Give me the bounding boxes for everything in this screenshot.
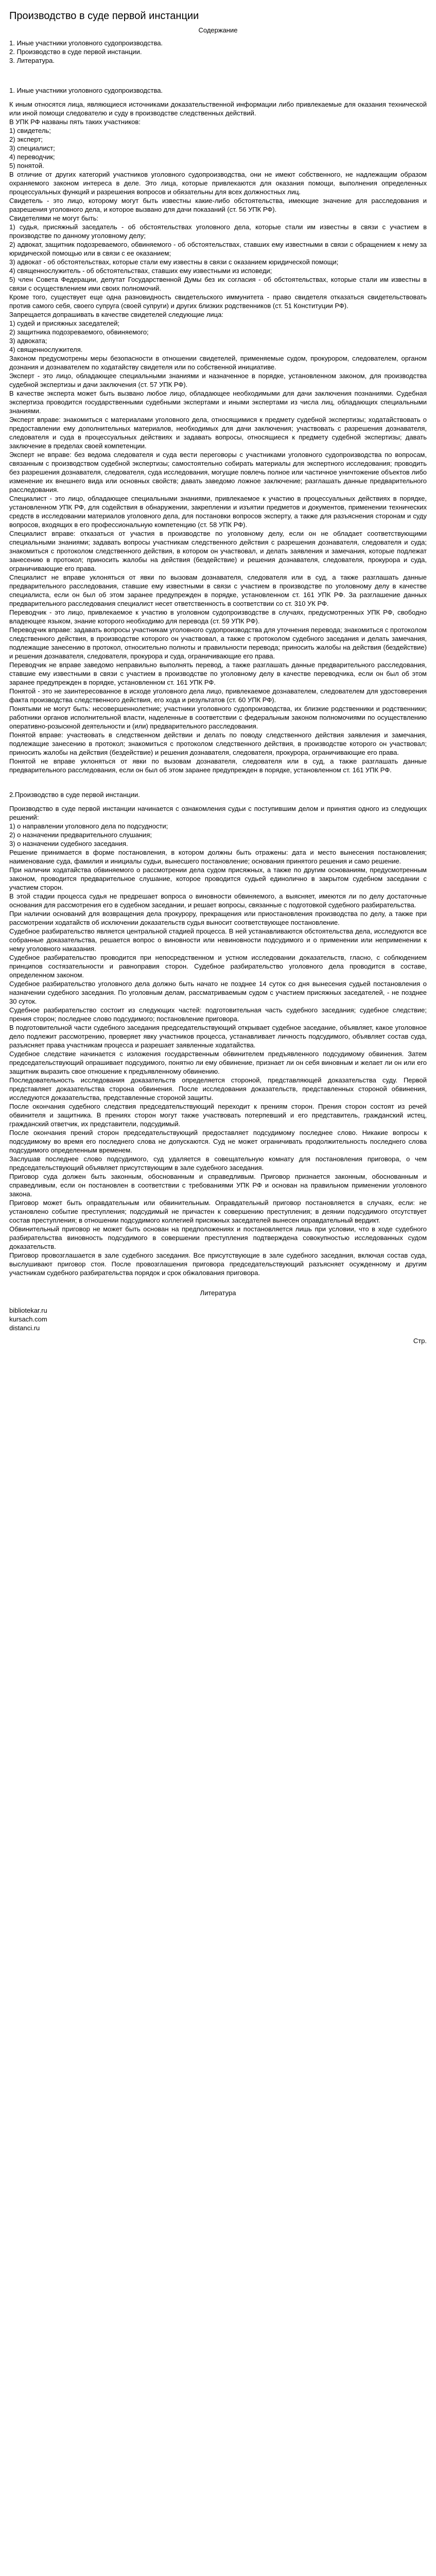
paragraph: 5) понятой. bbox=[9, 162, 44, 170]
paragraph: Свидетель - это лицо, которому могут быть известны какие-либо обстоятельства, имеющие значение для расследования и разрешения уголовного дела, и которое вызвано для дачи показаний (ст. 56 УПК РФ). bbox=[9, 197, 427, 213]
paragraph: 3) специалист; bbox=[9, 144, 55, 152]
paragraph: Переводчик - это лицо, привлекаемое к участию в уголовном судопроизводстве в случаях, предусмотренных УПК РФ, свободно владеющее языком, знание которого необходимо для перевода (ст. 59 УПК РФ). bbox=[9, 608, 427, 625]
paragraph: Свидетелями не могут быть: bbox=[9, 214, 99, 222]
paragraph: В этой стадии процесса судья не предрешает вопроса о виновности обвиняемого, а выясняет, имеются ли по делу достаточные основания для рассмотрения его в судебном заседании, и решает вопросы, связанные с подготовкой судебного разбирательства. bbox=[9, 892, 427, 909]
spacer bbox=[9, 1297, 427, 1306]
toc-item: 3. Литература. bbox=[9, 57, 55, 64]
paragraph: 3) адвоката; bbox=[9, 337, 47, 345]
source-link[interactable]: bibliotekar.ru bbox=[9, 1307, 47, 1314]
paragraph: В качестве эксперта может быть вызвано любое лицо, обладающее необходимыми для дачи заключения познаниями. Судебная экспертиза проводится государственными судебными экспертами и иными экспертами из числа лиц, обладающих специальными знаниями. bbox=[9, 389, 427, 415]
paragraph: Специалист вправе: отказаться от участия в производстве по уголовному делу, если он не обладает соответствующими специальными знаниями; задавать вопросы участникам следственного действия с разрешения дознавателя, следователя и суда; знакомиться с протоколом следственного действия, в котором он участвовал, и делать заявления и замечания, которые подлежат занесению в протокол; приносить жалобы на действия (бездействие) и решения дознавателя, следователя, прокурора и суда, ограничивающие его права. bbox=[9, 530, 427, 572]
paragraph: 1) свидетель; bbox=[9, 127, 51, 134]
paragraph: 2) адвокат, защитник подозреваемого, обвиняемого - об обстоятельствах, ставших ему известными в связи с обращением к нему за юридической помощью или в связи с ее оказанием; bbox=[9, 241, 427, 257]
paragraph: При наличии оснований для возвращения дела прокурору, прекращения или приостановления производства по делу, а также при рассмотрении ходатайств об исключении доказательств судья выносит соответствующее постановление. bbox=[9, 910, 427, 926]
paragraph: Понятой - это не заинтересованное в исходе уголовного дела лицо, привлекаемое дознавателем, следователем для удостоверения факта производства следственного действия, его хода и результатов (ст. 60 УПК РФ). bbox=[9, 687, 427, 704]
section2-title: 2.Производство в суде первой инстанции. bbox=[9, 791, 140, 799]
paragraph: Специалист - это лицо, обладающее специальными знаниями, привлекаемое к участию в процессуальных действиях в порядке, установленном УПК РФ, для содействия в обнаружении, закреплении и изъятии предметов и документов, применении технических средств в исследовании материалов уголовного дела, для постановки вопросов эксперту, а также для разъяснения сторонам и суду вопросов, входящих в его профессиональную компетенцию (ст. 58 УПК РФ). bbox=[9, 495, 427, 529]
paragraph: Эксперт не вправе: без ведома следователя и суда вести переговоры с участниками уголовного судопроизводства по вопросам, связанным с производством судебной экспертизы; самостоятельно собирать материалы для экспертного исследования; проводить без разрешения дознавателя, следователя, суда исследования, могущие повлечь полное или частичное уничтожение объектов либо изменение их внешнего вида или основных свойств; давать заведомо ложное заключение; разглашать данные предварительного расследования. bbox=[9, 451, 427, 494]
spacer bbox=[9, 70, 427, 79]
paragraph: 2) о назначении предварительного слушания; bbox=[9, 831, 152, 839]
paragraph: Судебное разбирательство проводится при непосредственном и устном исследовании доказательств, гласно, с соблюдением принципов состязательности и равноправия сторон. Судебное разбирательство уголовного дела проводится в составе, определенном законом. bbox=[9, 954, 427, 979]
paragraph: Приговор может быть оправдательным или обвинительным. Оправдательный приговор постановляется в случаях, если: не установлено событие преступления; подсудимый не причастен к совершению преступления; в деянии подсудимого отсутствует состав преступления; в отношении подсудимого коллегией присяжных заседателей вынесен оправдательный вердикт. bbox=[9, 1199, 427, 1224]
paragraph: 1) о направлении уголовного дела по подсудности; bbox=[9, 822, 168, 830]
paragraph: Судебное разбирательство уголовного дела должно быть начато не позднее 14 суток со дня вынесения судьей постановления о назначении судебного заседания. По уголовным делам, рассматриваемым судом с участием присяжных заседателей, - не позднее 30 суток. bbox=[9, 980, 427, 1005]
paragraph: 1) судей и присяжных заседателей; bbox=[9, 319, 120, 327]
section1-body bbox=[9, 100, 427, 774]
paragraph: 4) переводчик; bbox=[9, 153, 55, 161]
section1-title: 1. Иные участники уголовного судопроизводства. bbox=[9, 87, 163, 94]
paragraph: После окончания судебного следствия председательствующий переходит к прениям сторон. Прения сторон состоят из речей обвинителя и защитника. В прениях сторон могут также участвовать потерпевший и его представитель, гражданский истец, гражданский ответчик, их представители, подсудимый. bbox=[9, 1103, 427, 1128]
paragraph: 4) священнослужителя. bbox=[9, 346, 83, 353]
paragraph: 4) священнослужитель - об обстоятельствах, ставших ему известными из исповеди; bbox=[9, 267, 272, 275]
paragraph: 2) эксперт; bbox=[9, 135, 43, 143]
toc-item: 1. Иные участники уголовного судопроизводства. bbox=[9, 39, 163, 47]
paragraph: Обвинительный приговор не может быть основан на предположениях и постановляется лишь при условии, что в ходе судебного разбирательства виновность подсудимого в совершении преступления подтверждена совокупностью исследованных судом доказательств. bbox=[9, 1225, 427, 1250]
paragraph: Решение принимается в форме постановления, в котором должны быть отражены: дата и место вынесения постановления; наименование суда, фамилия и инициалы судьи, вынесшего постановление; основания принятого решения и само решение. bbox=[9, 849, 427, 865]
paragraph: Последовательность исследования доказательств определяется стороной, представляющей доказательства суду. Первой представляет доказательства сторона обвинения. После исследования доказательств, представленных стороной обвинения, исследуются доказательства, представленные стороной защиты. bbox=[9, 1076, 427, 1101]
paragraph: В подготовительной части судебного заседания председательствующий открывает судебное заседание, объявляет, какое уголовное дело подлежит рассмотрению, проверяет явку участников процесса, устанавливает личность подсудимого, объявляет состав суда, разъясняет права участникам процесса и разрешает заявленные ходатайства. bbox=[9, 1024, 427, 1049]
paragraph: Эксперт вправе: знакомиться с материалами уголовного дела, относящимися к предмету судебной экспертизы; ходатайствовать о предоставлении ему дополнительных материалов, необходимых для дачи заключения; участвовать с разрешения дознавателя, следователя и суда в процессуальных действиях и задавать вопросы, относящиеся к предмету судебной экспертизы; давать заключение в пределах своей компетенции. bbox=[9, 416, 427, 450]
document-title: Производство в суде первой инстанции bbox=[9, 10, 199, 22]
paragraph: 3) о назначении судебного заседания. bbox=[9, 840, 128, 848]
page-footer: Стр. bbox=[413, 1337, 427, 1345]
paragraph: Судебное разбирательство состоит из следующих частей: подготовительная часть судебного заседания; судебное следствие; прения сторон; последнее слово подсудимого; постановление приговора. bbox=[9, 1006, 427, 1023]
paragraph: 2) защитника подозреваемого, обвиняемого; bbox=[9, 328, 149, 336]
paragraph: При наличии ходатайства обвиняемого о рассмотрении дела судом присяжных, а также по другим основаниям, предусмотренным законом, проводится предварительное слушание, которое проводится судьей единолично в закрытом судебном заседании с участием сторон. bbox=[9, 866, 427, 891]
paragraph: Переводчик не вправе заведомо неправильно выполнять перевод, а также разглашать данные предварительного расследования, ставшие ему известными в связи с участием в производстве по уголовному делу в качестве переводчика, если он был об этом заранее предупрежден в порядке, установленном ст. 161 УПК РФ. bbox=[9, 661, 427, 686]
paragraph: Переводчик вправе: задавать вопросы участникам уголовного судопроизводства для уточнения перевода; знакомиться с протоколом следственного действия, в производстве которого он участвовал, а также с протоколом судебного заседания и делать замечания, подлежащие занесению в протокол, относительно полноты и правильности перевода; приносить жалобы на действия (бездействие) и решения дознавателя, следователя, прокурора и суда, ограничивающие его права. bbox=[9, 626, 427, 660]
paragraph: Эксперт - это лицо, обладающее специальными знаниями и назначенное в порядке, установленном законом, для производства судебной экспертизы и дачи заключения (ст. 57 УПК РФ). bbox=[9, 372, 427, 388]
table-of-contents bbox=[9, 39, 427, 65]
literature-heading: Литература bbox=[200, 1289, 236, 1297]
source-link[interactable]: distanci.ru bbox=[9, 1324, 40, 1332]
paragraph: Понятой вправе: участвовать в следственном действии и делать по поводу следственного действия заявления и замечания, подлежащие занесению в протокол; знакомиться с протоколом следственного действия, в производстве которого он участвовал; приносить жалобы на действия (бездействие) и решения дознавателя, следователя, прокурора, ограничивающие его права. bbox=[9, 731, 427, 756]
paragraph: 5) член Совета Федерации, депутат Государственной Думы без их согласия - об обстоятельствах, которые стали им известны в связи с осуществлением ими своих полномочий. bbox=[9, 276, 427, 292]
literature-block bbox=[9, 1289, 427, 1332]
paragraph: Понятой не вправе уклоняться от явки по вызовам дознавателя, следователя или в суд, а также разглашать данные предварительного расследования, если он был об этом заранее предупрежден в порядке, установленном ст. 161 УПК РФ. bbox=[9, 757, 427, 774]
spacer bbox=[9, 774, 427, 783]
paragraph: Производство в суде первой инстанции начинается с ознакомления судьи с поступившим делом и принятия одного из следующих решений: bbox=[9, 805, 427, 821]
paragraph: В УПК РФ названы пять таких участников: bbox=[9, 118, 141, 126]
paragraph: 1) судья, присяжный заседатель - об обстоятельствах уголовного дела, которые стали им известны в связи с участием в производстве по данному уголовному делу; bbox=[9, 223, 427, 240]
source-link[interactable]: kursach.com bbox=[9, 1315, 47, 1323]
paragraph: Судебное разбирательство является центральной стадией процесса. В ней устанавливаются обстоятельства дела, исследуются все собранные доказательства, решается вопрос о виновности или невиновности подсудимого и о применении или неприменении к нему уголовного наказания. bbox=[9, 927, 427, 953]
paragraph: Приговор провозглашается в зале судебного заседания. Все присутствующие в зале судебного заседания, включая состав суда, выслушивают приговор стоя. После провозглашения приговора председательствующий разъясняет осужденному и другим участникам судебного разбирательства порядок и срок обжалования приговора. bbox=[9, 1251, 427, 1277]
section2-body bbox=[9, 804, 427, 1277]
toc-heading: Содержание bbox=[198, 26, 238, 34]
toc-item: 2. Производство в суде первой инстанции. bbox=[9, 48, 142, 56]
paragraph: Запрещается допрашивать в качестве свидетелей следующие лица: bbox=[9, 311, 223, 318]
paragraph: Законом предусмотрены меры безопасности в отношении свидетелей, применяемые судом, прокурором, следователем, органом дознания и дознавателем по ходатайству свидетеля или по собственной инициативе. bbox=[9, 354, 427, 371]
paragraph: Кроме того, существует еще одна разновидность свидетельского иммунитета - право свидетеля отказаться свидетельствовать против самого себя, своего супруга (своей супруги) и других близких родственников (ст. 51 Конституции РФ). bbox=[9, 293, 427, 310]
paragraph: Судебное следствие начинается с изложения государственным обвинителем предъявленного подсудимому обвинения. Затем председательствующий опрашивает подсудимого, понятно ли ему обвинение, признает ли он себя виновным и желает ли он или его защитник выразить свое отношение к предъявленному обвинению. bbox=[9, 1050, 427, 1075]
paragraph: Приговор суда должен быть законным, обоснованным и справедливым. Приговор признается законным, обоснованным и справедливым, если он постановлен в соответствии с требованиями УПК РФ и основан на правильном применении уголовного закона. bbox=[9, 1173, 427, 1198]
paragraph: Заслушав последнее слово подсудимого, суд удаляется в совещательную комнату для постановления приговора, о чем председательствующий объявляет присутствующим в зале судебного заседания. bbox=[9, 1155, 427, 1172]
paragraph: Понятыми не могут быть: несовершеннолетние; участники уголовного судопроизводства, их близкие родственники и родственники; работники органов исполнительной власти, наделенные в соответствии с федеральным законом полномочиями по осуществлению оперативно-розыскной деятельности и (или) предварительного расследования. bbox=[9, 705, 427, 730]
paragraph: В отличие от других категорий участников уголовного судопроизводства, они не имеют собственного, не надлежащим образом охраняемого законом интереса в деле. Это лица, которые привлекаются для оказания помощи, выполнения определенных процессуальных функций и разрешения вопросов и обязательны для всех должностных лиц. bbox=[9, 171, 427, 196]
paragraph: Специалист не вправе уклоняться от явки по вызовам дознавателя, следователя или в суд, а также разглашать данные предварительного расследования, ставшие ему известными в связи с участием в производстве по уголовному делу в качестве специалиста, если он был об этом заранее предупрежден в порядке, установленном ст. 161 УПК РФ. За разглашение данных предварительного расследования специалист несет ответственность в соответствии со ст. 310 УК РФ. bbox=[9, 573, 427, 607]
paragraph: 3) адвокат - об обстоятельствах, которые стали ему известны в связи с оказанием юридической помощи; bbox=[9, 258, 339, 266]
paragraph: После окончания прений сторон председательствующий предоставляет подсудимому последнее слово. Никакие вопросы к подсудимому во время его последнего слова не допускаются. Суд не может ограничивать продолжительность последнего слова подсудимого определенным временем. bbox=[9, 1129, 427, 1154]
paragraph: К иным относятся лица, являющиеся источниками доказательственной информации либо привлекаемые для оказания технической или иной помощи следователю и суду в производстве следственных действий. bbox=[9, 100, 427, 117]
